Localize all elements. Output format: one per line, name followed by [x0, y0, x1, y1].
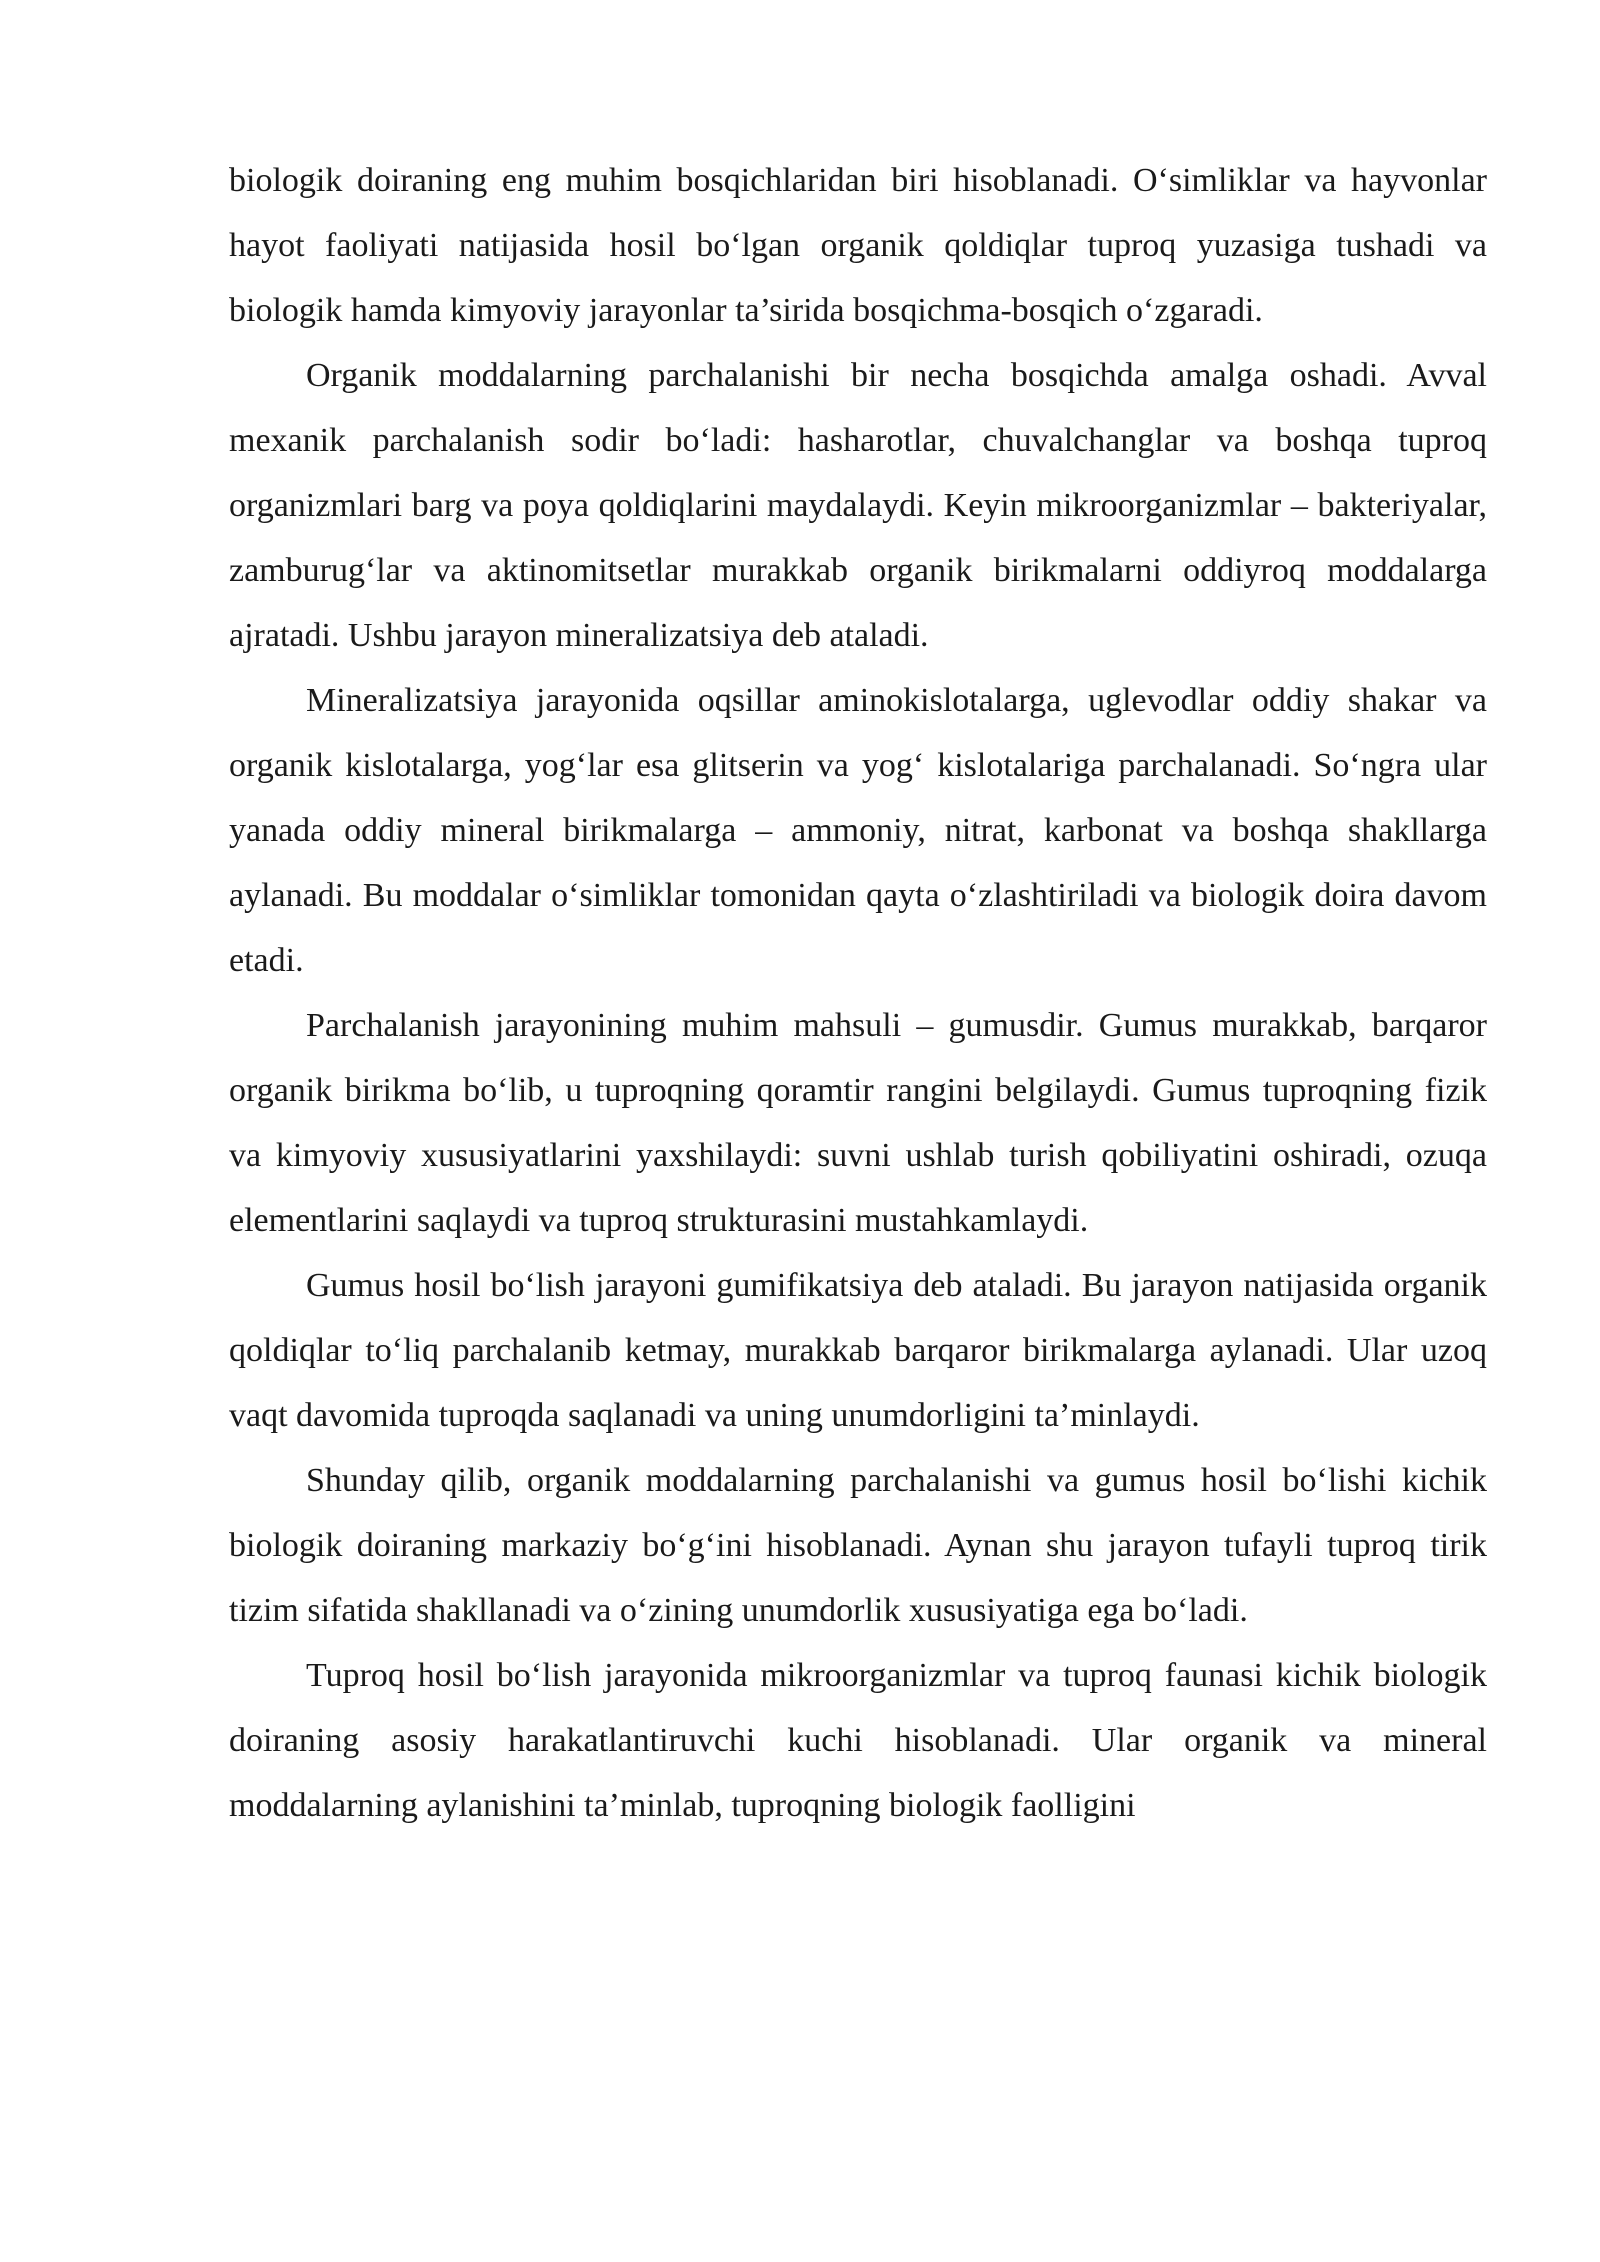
paragraph-humification: Gumus hosil bo‘lish jarayoni gumifikatsiya deb ataladi. Bu jarayon natijasida organik qoldiqlar to‘liq parchalanib ketmay, murakkab barqaror birikmalarga aylanadi. Ular uzoq vaqt davomida tuproqda saqlanadi va uning unumdorligini ta’minlaydi.	[229, 1267, 1487, 1434]
paragraph-microorganisms: Tuproq hosil bo‘lish jarayonida mikroorganizmlar va tuproq faunasi kichik biologik doiraning asosiy harakatlantiruvchi kuchi hisoblanadi. Ular organik va mineral moddalarning aylanishini ta’minlab, tuproqning biologik faolligini	[229, 1657, 1487, 1824]
document-page	[229, 148, 1487, 1838]
paragraph-humus: Parchalanish jarayonining muhim mahsuli – gumusdir. Gumus murakkab, barqaror organik birikma bo‘lib, u tuproqning qoramtir rangini belgilaydi. Gumus tuproqning fizik va kimyoviy xususiyatlarini yaxshilaydi: suvni ushlab turish qobiliyatini oshiradi, ozuqa elementlarini saqlaydi va tuproq strukturasini mustahkamlaydi.	[229, 1007, 1487, 1239]
paragraph-organic-decomposition: Organik moddalarning parchalanishi bir necha bosqichda amalga oshadi. Avval mexanik parchalanish sodir bo‘ladi: hasharotlar, chuvalchanglar va boshqa tuproq organizmlari barg va poya qoldiqlarini maydalaydi. Keyin mikroorganizmlar – bakteriyalar, zamburug‘lar va aktinomitsetlar murakkab organik birikmalarni oddiyroq moddalarga ajratadi. Ushbu jarayon mineralizatsiya deb ataladi.	[229, 357, 1487, 654]
paragraph-continued: biologik doiraning eng muhim bosqichlaridan biri hisoblanadi. O‘simliklar va hayvonlar hayot faoliyati natijasida hosil bo‘lgan organik qoldiqlar tuproq yuzasiga tushadi va biologik hamda kimyoviy jarayonlar ta’sirida bosqichma-bosqich o‘zgaradi.	[229, 162, 1487, 329]
paragraph-conclusion: Shunday qilib, organik moddalarning parchalanishi va gumus hosil bo‘lishi kichik biologik doiraning markaziy bo‘g‘ini hisoblanadi. Aynan shu jarayon tufayli tuproq tirik tizim sifatida shakllanadi va o‘zining unumdorlik xususiyatiga ega bo‘ladi.	[229, 1462, 1487, 1629]
paragraph-mineralization: Mineralizatsiya jarayonida oqsillar aminokislotalarga, uglevodlar oddiy shakar va organik kislotalarga, yog‘lar esa glitserin va yog‘ kislotalariga parchalanadi. So‘ngra ular yanada oddiy mineral birikmalarga – ammoniy, nitrat, karbonat va boshqa shakllarga aylanadi. Bu moddalar o‘simliklar tomonidan qayta o‘zlashtiriladi va biologik doira davom etadi.	[229, 682, 1487, 979]
